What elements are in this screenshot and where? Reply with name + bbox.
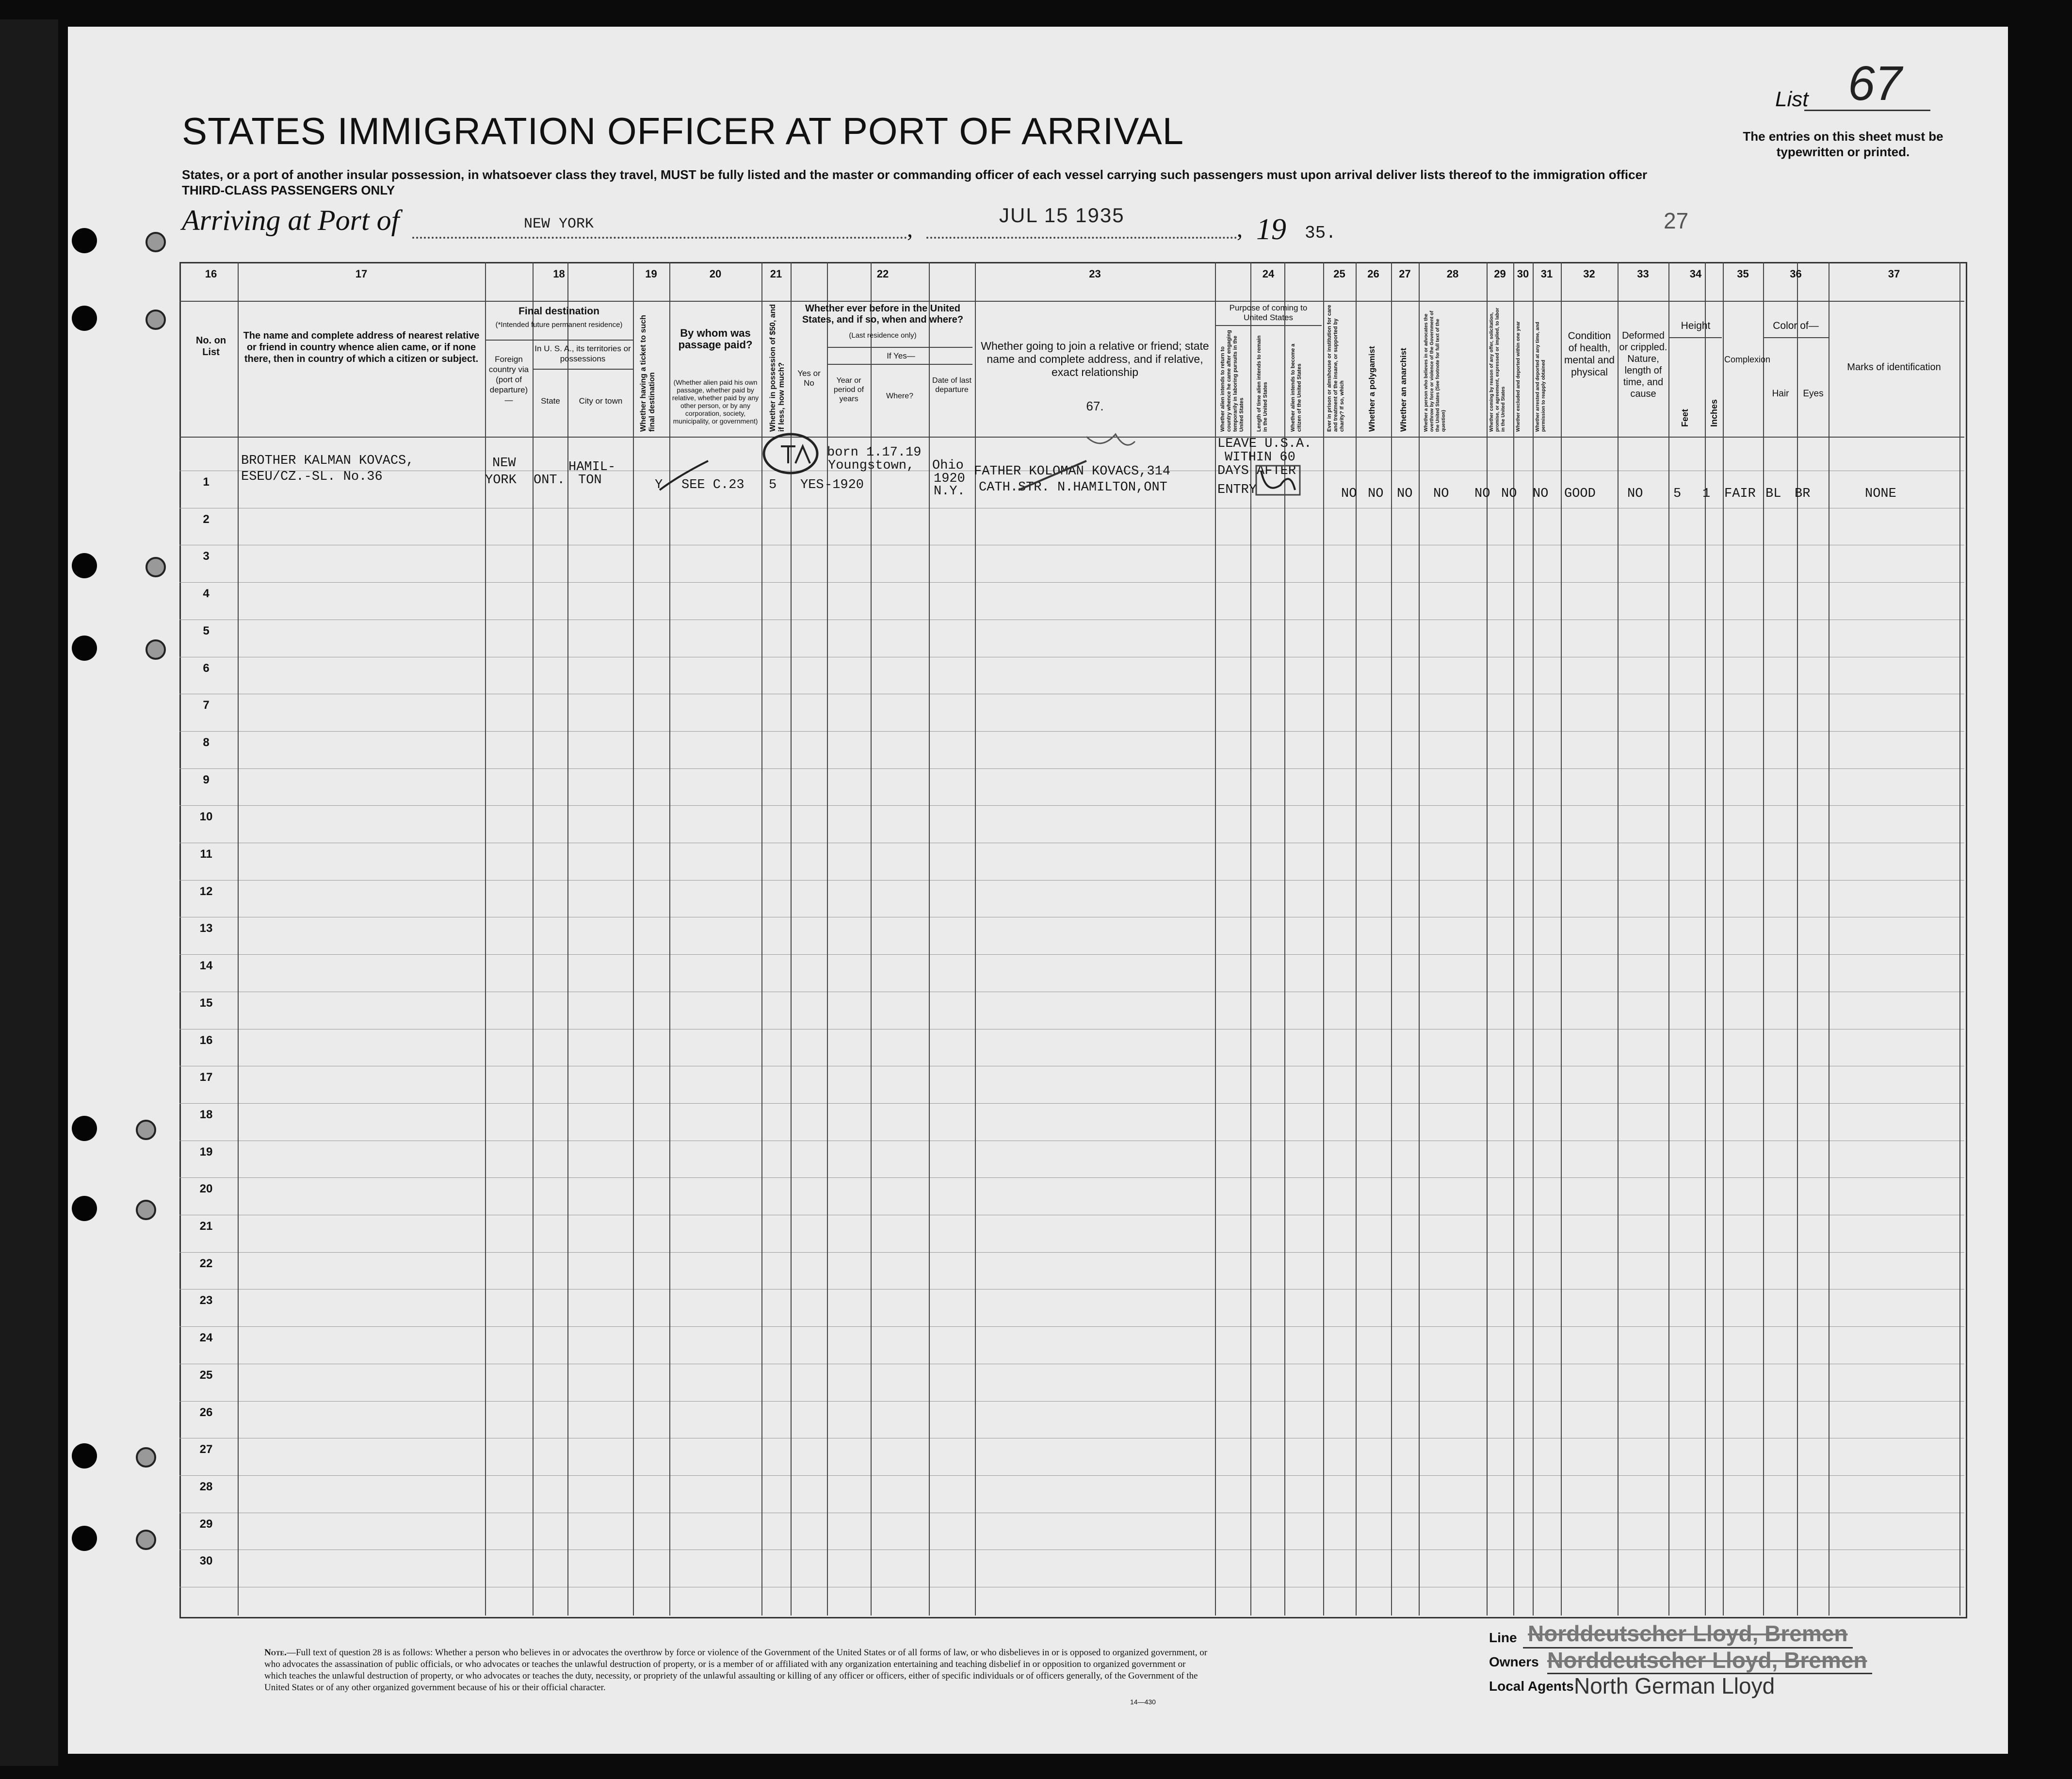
row-number: 29	[199, 1517, 213, 1531]
entry-city-line1: HAMIL-	[568, 460, 616, 474]
entry-feet: 5	[1673, 487, 1682, 501]
entry-relative-line1: BROTHER KALMAN KOVACS,	[241, 454, 414, 468]
header-where: Where?	[886, 392, 914, 400]
entry-deformed: NO	[1627, 487, 1643, 501]
row-number: 22	[199, 1257, 213, 1270]
entry-complexion: FAIR	[1724, 487, 1756, 501]
column-number: 17	[355, 268, 368, 280]
subtitle: States, or a port of another insular possession, in whatsoever class they travel, MUST be fully listed and the master or commanding officer of each vessel carrying such passengers must upon arrival deliver lists thereof to the immigration officer	[182, 167, 1648, 182]
entry-inches: 1	[1702, 487, 1711, 501]
entry-city-line2: TON	[578, 473, 602, 488]
header-anarchist: Whether an anarchist	[1399, 348, 1408, 432]
header-height: Height	[1681, 320, 1711, 331]
entry-excluded: NO	[1501, 487, 1517, 501]
binder-hole	[146, 639, 166, 660]
binder-hole	[72, 1196, 97, 1221]
row-divider	[179, 954, 1964, 955]
row-divider	[179, 1252, 1964, 1253]
column-number: 19	[645, 268, 657, 280]
line-label: Line	[1489, 1630, 1517, 1645]
entry-purpose-line3: DAYS AFTER	[1217, 464, 1296, 478]
header-no-on-list: No. on List	[195, 335, 227, 358]
header-passage-paid: By whom was passage paid?	[678, 327, 753, 351]
entry-foreign-line1: NEW	[492, 456, 516, 471]
binder-hole	[72, 553, 97, 578]
header-passage-note: (Whether alien paid his own passage, whether paid by relative, whether paid by any other person, or by any corporation, society, municipality, or government)	[672, 378, 759, 425]
binder-hole	[136, 1200, 156, 1220]
row-number: 16	[199, 1033, 213, 1047]
owners-value: Norddeutscher Lloyd, Bremen	[1547, 1648, 1867, 1673]
row-divider	[179, 582, 1964, 583]
header-inches: Inches	[1709, 399, 1719, 427]
row-number: 27	[199, 1443, 213, 1456]
row-number: 1	[203, 475, 210, 489]
column-number: 37	[1888, 268, 1900, 280]
column-number: 27	[1399, 268, 1411, 280]
row-divider	[179, 880, 1964, 881]
header-money: Whether in possession of $50, and if less, how much?	[769, 304, 786, 432]
row-divider	[179, 1326, 1964, 1327]
header-overthrow: Whether a person who believes in or advocates the overthrow by force or violence of the Government of the United States (See footnote for full text of the question)	[1424, 310, 1446, 432]
footnote-label: Note.	[264, 1648, 287, 1658]
column-number: 16	[205, 268, 217, 280]
header-in-usa: In U. S. A., its territories or possessions	[534, 344, 631, 363]
header-last-residence: (Last residence only)	[849, 331, 917, 340]
column-number: 29	[1494, 268, 1506, 280]
column-number: 31	[1540, 268, 1553, 280]
header-state: State	[541, 396, 560, 406]
binder-hole	[136, 1120, 156, 1140]
row-number: 6	[203, 661, 210, 675]
header-relative: The name and complete address of nearest relative or friend in country whence alien came, or if none there, then in country of which a citizen or subject.	[243, 330, 480, 364]
agents-value: North German Lloyd	[1574, 1673, 1775, 1698]
entry-ticket: Y	[655, 478, 663, 492]
handwritten-annotations	[650, 422, 1319, 539]
header-ticket: Whether having a ticket to such final destination	[639, 315, 656, 432]
row-number: 23	[199, 1294, 213, 1307]
header-purpose: Purpose of coming to United States	[1229, 303, 1308, 322]
row-number: 28	[199, 1480, 213, 1493]
column-number: 18	[553, 268, 565, 280]
row-number: 8	[203, 735, 210, 749]
owners-label: Owners	[1489, 1654, 1539, 1669]
header-city: City or town	[579, 396, 623, 406]
entry-marks: NONE	[1865, 487, 1896, 501]
entry-join-line2: CATH.STR. N.HAMILTON,ONT	[979, 480, 1167, 495]
row-number: 3	[203, 550, 210, 563]
header-last-departure: Date of last departure	[932, 376, 971, 394]
row-number: 4	[203, 587, 210, 601]
handwritten-note: 27	[1664, 208, 1689, 233]
column-number: 22	[876, 268, 889, 280]
column-number: 28	[1446, 268, 1459, 280]
header-hair: Hair	[1772, 389, 1789, 399]
line-value: Norddeutscher Lloyd, Bremen	[1528, 1621, 1848, 1646]
column-number: 23	[1089, 268, 1101, 280]
form-number: 14—430	[1130, 1698, 1156, 1706]
header-polygamist: Whether a polygamist	[1367, 346, 1376, 432]
entry-relative-line2: ESEU/CZ.-SL. No.36	[241, 470, 383, 484]
entry-anarchist: NO	[1397, 487, 1413, 501]
binder-hole	[72, 306, 97, 331]
binder-hole	[72, 1116, 97, 1141]
entry-before: YES	[800, 478, 824, 492]
header-purpose-citizen: Whether alien intends to become a citizen of the United States	[1290, 343, 1302, 432]
binding-strip	[0, 19, 58, 1766]
row-number: 7	[203, 699, 210, 712]
entries-note: The entries on this sheet must be typewritten or printed.	[1743, 129, 1943, 159]
row-number: 12	[199, 884, 213, 898]
entry-eyes: BR	[1795, 487, 1811, 501]
column-number: 34	[1689, 268, 1702, 280]
header-if-yes: If Yes—	[887, 351, 915, 360]
row-number: 19	[199, 1145, 213, 1159]
column-number: 25	[1333, 268, 1345, 280]
row-number: 11	[200, 848, 212, 861]
entry-period-line1: born 1.17.19	[827, 445, 922, 460]
row-divider	[179, 731, 1964, 732]
row-number: 26	[199, 1405, 213, 1419]
entry-money: 5	[769, 478, 777, 492]
entry-period-line2: -1920	[825, 478, 864, 492]
header-yes-no: Yes or No	[797, 369, 821, 388]
row-number: 18	[199, 1108, 213, 1121]
entry-departure-line1: Ohio	[932, 458, 964, 473]
header-join-number: 67.	[1086, 399, 1104, 413]
class-line: THIRD-CLASS PASSENGERS ONLY	[182, 183, 395, 197]
entry-health: GOOD	[1564, 487, 1596, 501]
header-arrested: Whether arrested and deported at any time, and permission to reapply obtained	[1535, 322, 1546, 432]
entry-departure-line2: 1920	[934, 472, 965, 486]
binder-hole	[72, 636, 97, 661]
arriving-label: Arriving at Port of	[182, 204, 400, 236]
row-number: 13	[199, 922, 213, 935]
column-number: 35	[1737, 268, 1749, 280]
entry-paid-by: SEE C.23	[681, 478, 745, 492]
year-prefix: 19	[1256, 213, 1286, 246]
entry-join-line1: FATHER KOLOMAN KOVACS,314	[974, 464, 1171, 479]
year-suffix: 35.	[1305, 223, 1336, 243]
column-number: 26	[1367, 268, 1379, 280]
row-number: 5	[203, 624, 210, 637]
row-divider	[179, 805, 1964, 806]
date-stamp: JUL 15 1935	[999, 204, 1125, 227]
header-marks: Marks of identification	[1847, 362, 1941, 373]
column-number: 20	[709, 268, 722, 280]
header-purpose-length: Length of time alien intends to remain in the United States	[1256, 335, 1268, 432]
row-number: 15	[199, 996, 213, 1010]
entry-purpose-line4: ENTRY	[1217, 483, 1257, 497]
header-final-destination-note: (*Intended future permanent residence)	[495, 321, 623, 329]
entry-departure-line3: N.Y.	[934, 484, 965, 499]
column-number: 30	[1517, 268, 1529, 280]
header-final-destination: Final destination	[518, 306, 599, 317]
column-number: 32	[1583, 268, 1595, 280]
list-number: 67	[1848, 56, 1902, 111]
header-deformed: Deformed or crippled. Nature, length of time, and cause	[1619, 330, 1667, 399]
header-color-of: Color of—	[1773, 320, 1819, 331]
entry-state: ONT.	[534, 473, 565, 488]
agents-label: Local Agents	[1489, 1679, 1574, 1694]
row-divider	[179, 1177, 1964, 1178]
header-ever-before: Whether ever before in the United States, and if so, when and where?	[802, 303, 964, 325]
binder-hole	[136, 1530, 156, 1550]
header-feet: Feet	[1680, 408, 1690, 427]
header-eyes: Eyes	[1803, 389, 1824, 399]
row-divider	[179, 1475, 1964, 1476]
binder-hole	[146, 232, 166, 252]
row-number: 17	[199, 1071, 213, 1084]
entry-where: Youngstown,	[828, 458, 915, 473]
header-labor-offer: Whether coming by reason of any offer, solicitation, promise, or agreement, expressed or implied, to labor in the United States	[1489, 308, 1506, 432]
entry-purpose-line2: WITHIN 60	[1225, 450, 1295, 465]
binder-hole	[146, 557, 166, 577]
page-title: STATES IMMIGRATION OFFICER AT PORT OF ARRIVAL	[182, 110, 1184, 152]
row-number: 25	[199, 1368, 213, 1382]
footnote-text: —Full text of question 28 is as follows: Whether a person who believes in or advocates the overthrow by force or violence of the Government of the United States or of all forms of law, or who disbelieves in or is opposed to organized government, or who advocates the assassination of public officials, or who advocates or teaches the unlawful destruction of property, or is a member of or affiliated with any organization entertaining and teaching disbelief in or opposition to organized government or which teaches the unlawful destruction of property, or who advocates or teaches the duty, necessity, or propriety of the unlawful assaulting or killing of any officer or officers, either of specific individuals or of officers generally, of the Government of the United States or of any other organized government because of his or their official character.	[264, 1648, 1208, 1693]
entry-foreign-line2: YORK	[485, 473, 517, 488]
entry-arrested: NO	[1533, 487, 1549, 501]
header-purpose-return: Whether alien intends to return to country whence he came after engaging temporarily in laboring pursuits in the United States	[1220, 330, 1245, 432]
footnote	[264, 1647, 1210, 1694]
row-number: 14	[199, 959, 213, 973]
entry-overthrow: NO	[1433, 487, 1449, 501]
binder-hole	[136, 1447, 156, 1468]
entry-purpose-line1: LEAVE U.S.A.	[1217, 437, 1312, 451]
row-divider	[179, 1401, 1964, 1402]
binder-hole	[72, 1526, 97, 1551]
entry-polygamist: NO	[1368, 487, 1384, 501]
column-number: 36	[1790, 268, 1802, 280]
entry-prison: NO	[1341, 487, 1357, 501]
header-period: Year or period of years	[833, 376, 864, 403]
row-number: 24	[199, 1331, 213, 1345]
header-join-relative: Whether going to join a relative or friend; state name and complete address, and if relative, exact relationship	[981, 340, 1209, 378]
binder-hole	[146, 310, 166, 330]
list-underline	[1804, 110, 1930, 111]
binder-hole	[72, 228, 97, 253]
list-label: List	[1775, 87, 1809, 111]
row-number: 10	[199, 810, 213, 824]
entry-labor-offer: NO	[1474, 487, 1490, 501]
header-health: Condition of health, mental and physical	[1564, 330, 1615, 378]
header-prison: Ever in prison or almshouse or institution for care and treatment of the insane, or supported by charity? If so, which	[1327, 305, 1345, 432]
row-number: 2	[203, 512, 210, 526]
row-number: 30	[199, 1554, 213, 1568]
row-divider	[179, 1103, 1964, 1104]
binder-hole	[72, 1443, 97, 1469]
row-number: 9	[203, 773, 210, 786]
header-complexion: Complexion	[1724, 355, 1771, 364]
column-number: 24	[1262, 268, 1275, 280]
header-foreign-country: Foreign country via (port of departure)—	[488, 355, 529, 405]
column-number: 33	[1637, 268, 1649, 280]
entry-hair: BL	[1765, 487, 1781, 501]
row-number: 20	[199, 1182, 213, 1196]
header-excluded: Whether excluded and deported within one year	[1516, 321, 1521, 432]
port-name: NEW YORK	[524, 216, 594, 232]
row-divider	[179, 768, 1964, 769]
column-number: 21	[770, 268, 782, 280]
row-number: 21	[199, 1220, 213, 1233]
